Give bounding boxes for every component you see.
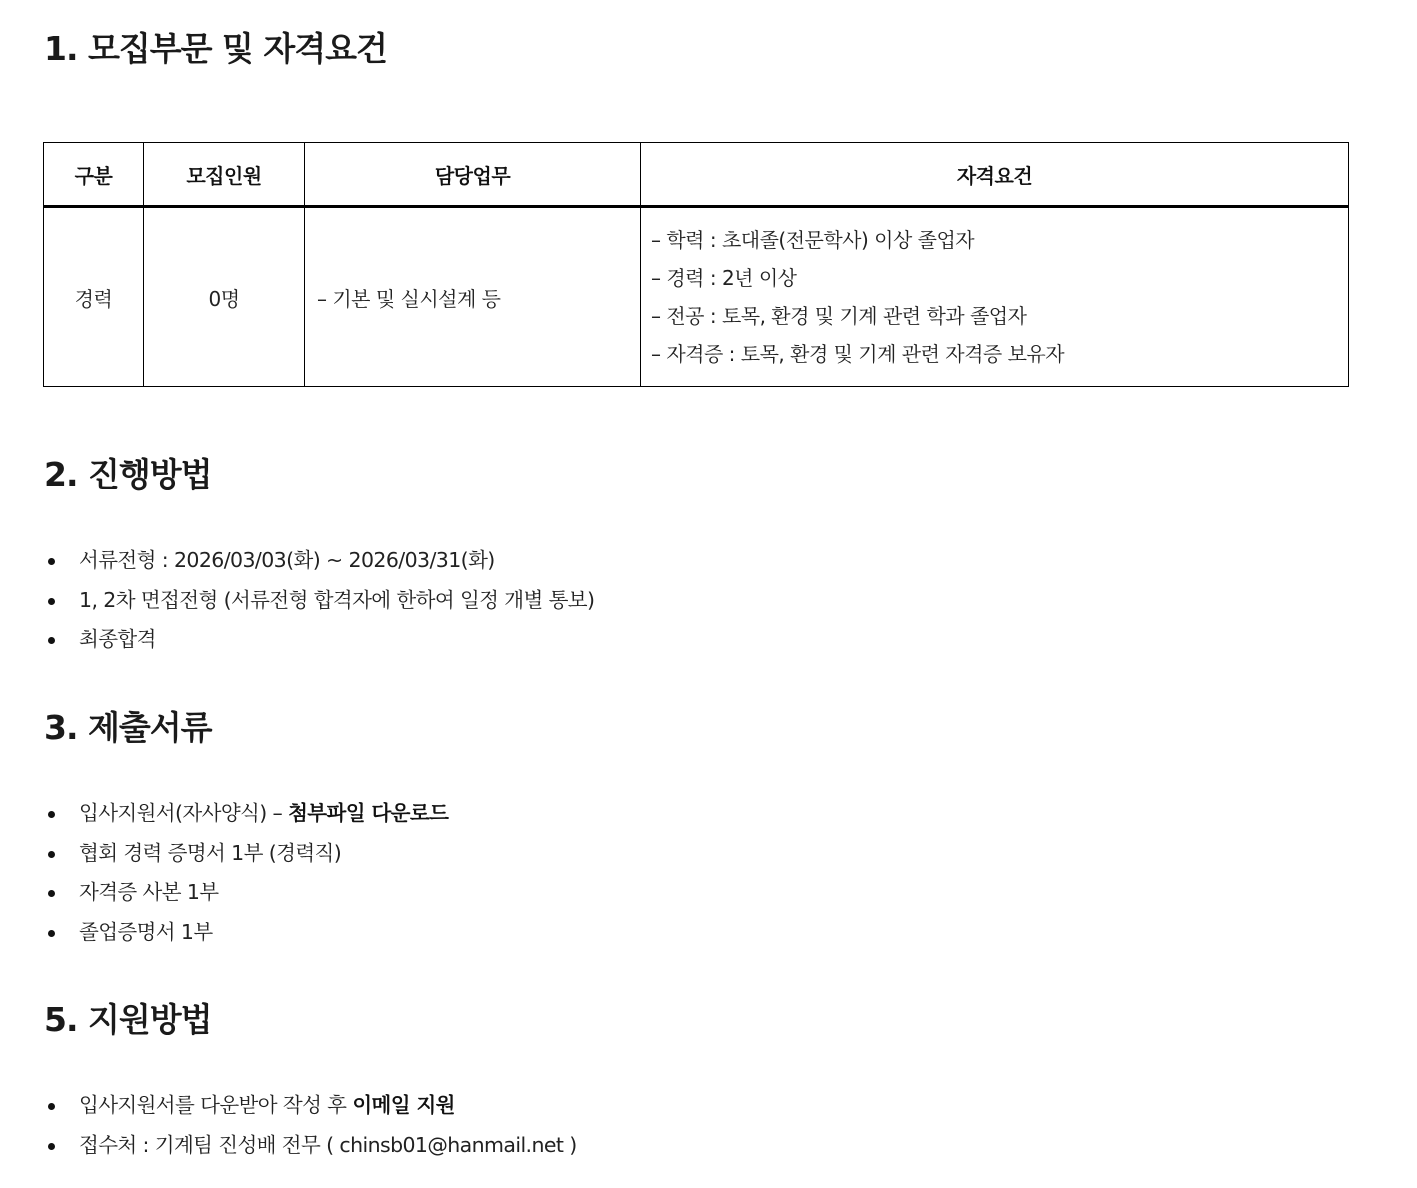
list-item-text: 서류전형 : 2026/03/03(화) ~ 2026/03/31(화) [79, 548, 495, 572]
list-item-text: 입사지원서(자사양식) – [79, 801, 289, 825]
bullet-icon [48, 811, 55, 818]
list-item [44, 913, 448, 953]
list-item [44, 1126, 577, 1166]
documents-list [44, 794, 448, 952]
header-duty: 담당업무 [305, 143, 641, 207]
list-item [44, 794, 448, 834]
section-title-process: 2. 진행방법 [44, 455, 212, 494]
list-item [44, 620, 594, 660]
requirement-major: – 전공 : 토목, 환경 및 기계 관련 학과 졸업자 [651, 304, 1027, 328]
table-header-row [44, 143, 1349, 207]
list-item-text: 자격증 사본 1부 [79, 880, 219, 904]
bullet-icon [48, 930, 55, 937]
recruitment-table [43, 142, 1349, 387]
section-title-application: 5. 지원방법 [44, 1000, 212, 1039]
bullet-icon [48, 558, 55, 565]
section-title-recruitment: 1. 모집부문 및 자격요건 [44, 29, 387, 68]
header-requirements: 자격요건 [641, 143, 1349, 207]
requirement-education: – 학력 : 초대졸(전문학사) 이상 졸업자 [651, 228, 975, 252]
header-category: 구분 [44, 143, 144, 207]
header-count: 모집인원 [144, 143, 305, 207]
bullet-icon [48, 637, 55, 644]
bullet-icon [48, 598, 55, 605]
attachment-download-link[interactable]: 첨부파일 다운로드 [288, 801, 449, 825]
cell-requirements [641, 207, 1349, 387]
list-item-text: 협회 경력 증명서 1부 (경력직) [79, 840, 342, 865]
list-item [44, 541, 594, 581]
list-item-text: 최종합격 [79, 627, 156, 651]
bullet-icon [48, 890, 55, 897]
bullet-icon [48, 851, 55, 858]
email-apply-emphasis: 이메일 지원 [352, 1093, 455, 1117]
process-list [44, 541, 594, 660]
list-item [44, 834, 448, 874]
list-item [44, 581, 594, 621]
list-item [44, 1086, 577, 1126]
list-item-text: 1, 2차 면접전형 (서류전형 합격자에 한하여 일정 개별 통보) [79, 587, 595, 612]
table-row [44, 207, 1349, 387]
cell-duty: – 기본 및 실시설계 등 [305, 207, 641, 387]
section-title-documents: 3. 제출서류 [44, 708, 212, 747]
bullet-icon [48, 1143, 55, 1150]
list-item [44, 873, 448, 913]
application-list [44, 1086, 577, 1165]
bullet-icon [48, 1103, 55, 1110]
requirement-certificate: – 자격증 : 토목, 환경 및 기계 관련 자격증 보유자 [651, 342, 1065, 366]
cell-count: 0명 [144, 207, 305, 387]
list-item-text: 접수처 : 기계팀 진성배 전무 ( chinsb01@hanmail.net ) [79, 1132, 577, 1157]
list-item-text: 졸업증명서 1부 [79, 919, 213, 944]
cell-category: 경력 [44, 207, 144, 387]
requirement-experience: – 경력 : 2년 이상 [651, 266, 797, 290]
list-item-text: 입사지원서를 다운받아 작성 후 [79, 1093, 353, 1117]
